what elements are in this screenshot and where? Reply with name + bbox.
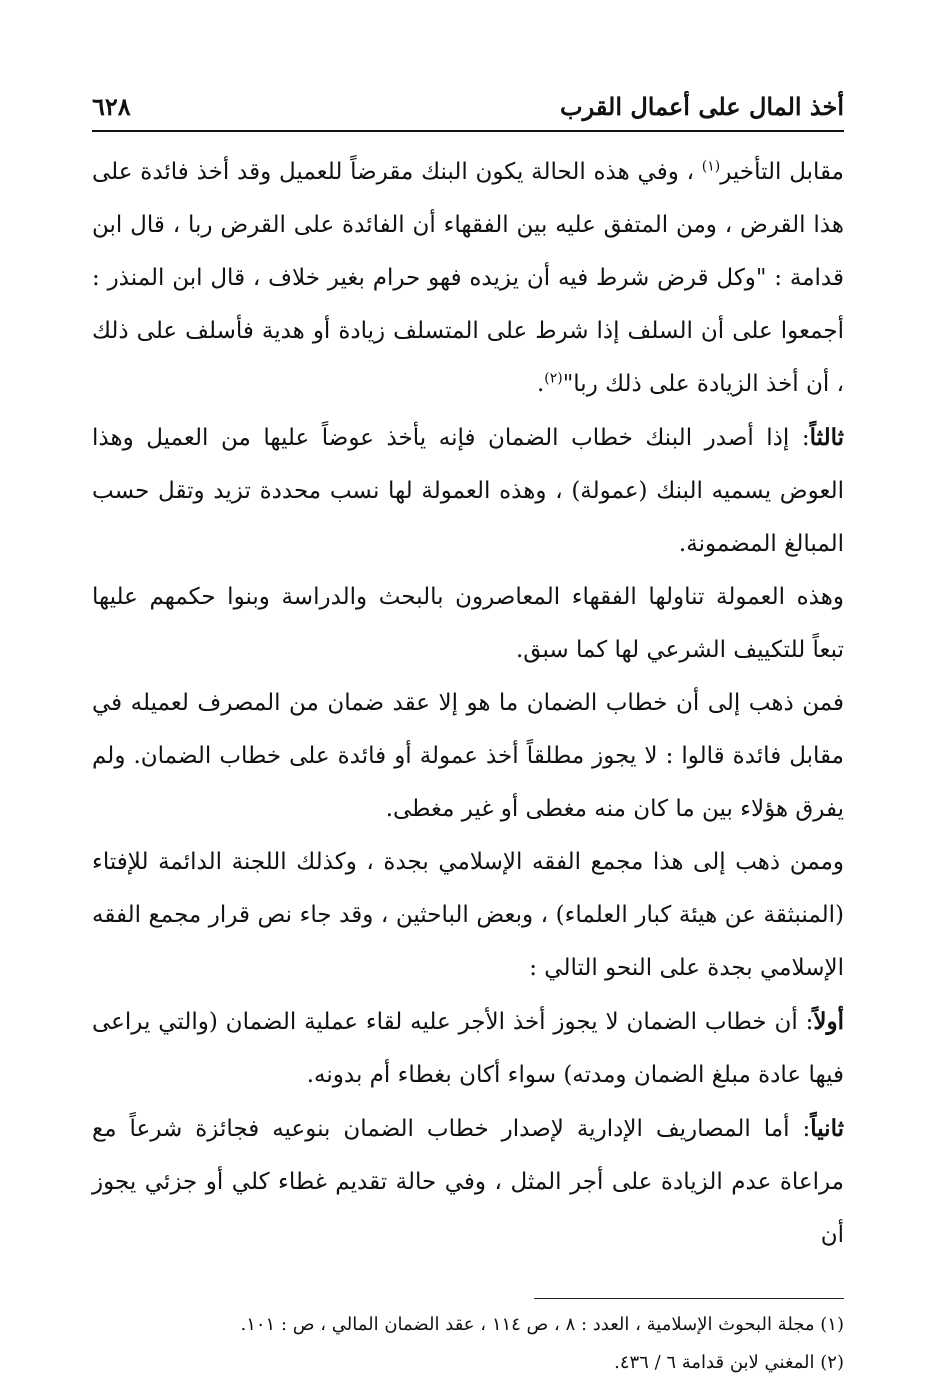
paragraph-continuation bbox=[92, 146, 844, 411]
paragraph-text: ، وفي هذه الحالة يكون البنك مقرضاً للعميل وقد أخذ فائدة على هذا القرض ، ومن المتفق عليه بين الفقهاء أن الفائدة على القرض ربا ، قال ابن قدامة : "وكل قرض شرط فيه أن يزيده فهو حرام بغير خلاف ، قال ابن المنذر : أجمعوا على أن السلف إذا شرط على المتسلف زيادة أو هدية فأسلف على ذلك ، أن أخذ الزيادة على ذلك ربا" bbox=[92, 159, 844, 397]
paragraph-text: فمن ذهب إلى أن خطاب الضمان ما هو إلا عقد ضمان من المصرف لعميله في مقابل فائدة قالوا : لا يجوز مطلقاً أخذ عمولة أو فائدة على خطاب الضمان. ولم يفرق هؤلاء بين ما كان منه مغطى أو غير مغطى. bbox=[92, 690, 844, 822]
paragraph-text: : إذا أصدر البنك خطاب الضمان فإنه يأخذ عوضاً عليها من العميل وهذا العوض يسميه البنك (عمولة) ، وهذه العمولة لها نسب محددة تزيد وتقل حسب المبالغ المضمونة. bbox=[92, 425, 844, 557]
running-header bbox=[92, 88, 844, 132]
paragraph-text: : أما المصاريف الإدارية لإصدار خطاب الضمان بنوعيه فجائزة شرعاً مع مراعاة عدم الزيادة على أجر المثل ، وفي حالة تقديم غطاء كلي أو جزئي يجوز أن bbox=[92, 1116, 844, 1248]
main-text bbox=[92, 146, 844, 1262]
paragraph-text: : أن خطاب الضمان لا يجوز أخذ الأجر عليه لقاء عملية الضمان (والتي يراعى فيها عادة مبلغ الضمان ومدته) سواء أكان بغطاء أم بدونه. bbox=[92, 1009, 844, 1088]
paragraph-text: وممن ذهب إلى هذا مجمع الفقه الإسلامي بجدة ، وكذلك اللجنة الدائمة للإفتاء (المنبثقة عن هيئة كبار العلماء) ، وبعض الباحثين ، وقد جاء نص قرار مجمع الفقه الإسلامي بجدة على النحو التالي : bbox=[92, 849, 844, 981]
paragraph-fiqh-academy bbox=[92, 836, 844, 995]
running-title: أخذ المال على أعمال القرب bbox=[560, 92, 844, 121]
page-number: ٦٢٨ bbox=[92, 92, 131, 121]
paragraph-third-point bbox=[92, 411, 844, 571]
paragraph-first-opinion bbox=[92, 677, 844, 836]
document-page bbox=[92, 88, 844, 1373]
paragraph-first-resolution bbox=[92, 995, 844, 1102]
paragraph-text: . bbox=[536, 371, 545, 397]
footnote-2: (٢) المغني لابن قدامة ٦ / ٤٣٦. bbox=[614, 1352, 844, 1373]
paragraph-lead-word: أولاً bbox=[813, 1008, 844, 1035]
paragraph-lead-word: ثالثاً bbox=[809, 424, 844, 451]
footnote-ref-1: (١) bbox=[701, 158, 721, 175]
paragraph-lead-word: ثانياً bbox=[810, 1115, 844, 1142]
paragraph-second-resolution bbox=[92, 1102, 844, 1262]
footnote-ref-2: (٢) bbox=[544, 370, 563, 387]
paragraph-commission bbox=[92, 571, 844, 677]
footnote-1: (١) مجلة البحوث الإسلامية ، العدد : ٨ ، ص ١١٤ ، عقد الضمان المالي ، ص : ١٠١. bbox=[240, 1314, 844, 1335]
paragraph-text: وهذه العمولة تناولها الفقهاء المعاصرون بالبحث والدراسة وبنوا حكمهم عليها تبعاً للتكييف الشرعي لها كما سبق. bbox=[92, 584, 844, 663]
paragraph-text: مقابل التأخير bbox=[720, 159, 844, 185]
footnote-separator bbox=[534, 1298, 844, 1299]
